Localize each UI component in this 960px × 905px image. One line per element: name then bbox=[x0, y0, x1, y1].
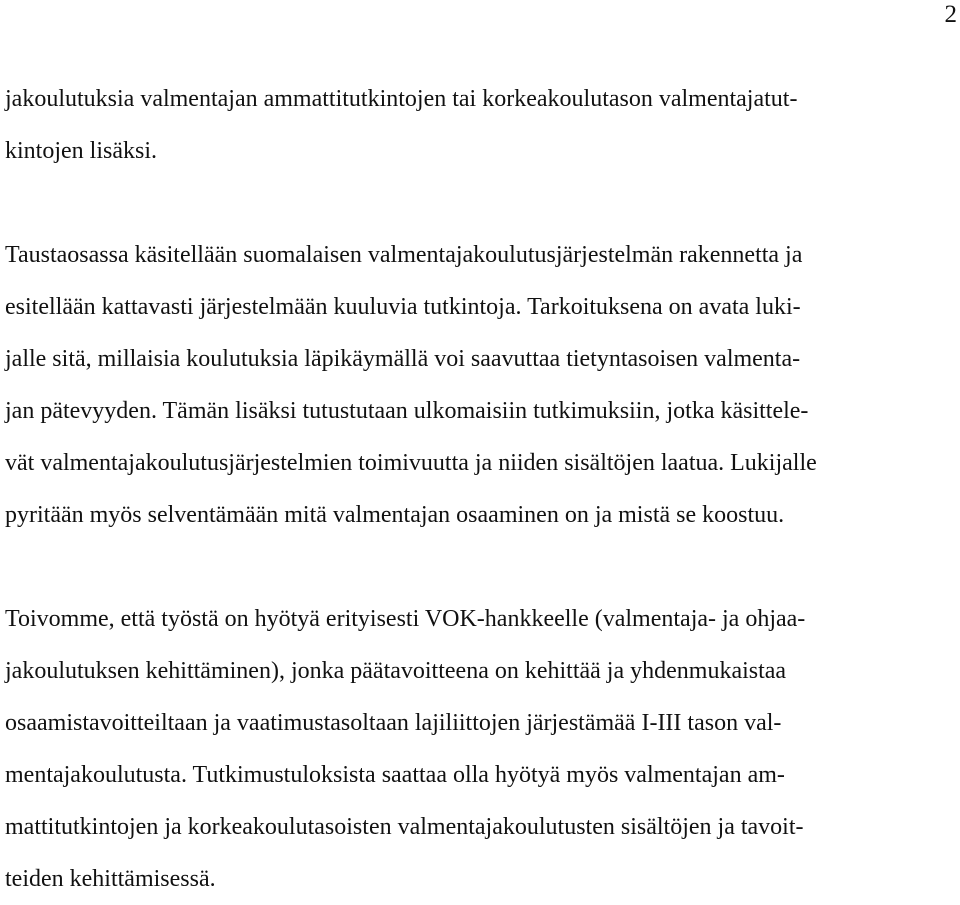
text-line: esitellään kattavasti järjestelmään kuuluvia tutkintoja. Tarkoituksena on avata luki- bbox=[5, 294, 801, 320]
text-line: jan pätevyyden. Tämän lisäksi tutustutaan ulkomaisiin tutkimuksiin, jotka käsittele- bbox=[5, 398, 809, 424]
text-line: teiden kehittämisessä. bbox=[5, 866, 216, 892]
paragraph-2 bbox=[5, 229, 960, 541]
text-line: mattitutkintojen ja korkeakoulutasoisten valmentajakoulutusten sisältöjen ja tavoit- bbox=[5, 814, 804, 840]
paragraph-3 bbox=[5, 593, 960, 905]
text-line: Toivomme, että työstä on hyötyä erityisesti VOK-hankkeelle (valmentaja- ja ohjaa- bbox=[5, 606, 806, 632]
text-line: kintojen lisäksi. bbox=[5, 138, 157, 164]
document-body bbox=[5, 73, 960, 905]
page-number: 2 bbox=[944, 1, 957, 28]
text-line: jakoulutuksia valmentajan ammattitutkintojen tai korkeakoulutason valmentajatut- bbox=[5, 86, 798, 112]
text-line: vät valmentajakoulutusjärjestelmien toimivuutta ja niiden sisältöjen laatua. Lukijalle bbox=[5, 450, 817, 476]
text-line: osaamistavoitteiltaan ja vaatimustasoltaan lajiliittojen järjestämää I-III tason val- bbox=[5, 710, 782, 736]
text-line: jakoulutuksen kehittäminen), jonka päätavoitteena on kehittää ja yhdenmukaistaa bbox=[5, 658, 787, 684]
text-line: jalle sitä, millaisia koulutuksia läpikäymällä voi saavuttaa tietyntasoisen valmenta- bbox=[5, 346, 801, 372]
text-line: pyritään myös selventämään mitä valmentajan osaaminen on ja mistä se koostuu. bbox=[5, 502, 785, 528]
text-line: Taustaosassa käsitellään suomalaisen valmentajakoulutusjärjestelmän rakennetta ja bbox=[5, 242, 803, 268]
paragraph-1 bbox=[5, 73, 960, 177]
text-line: mentajakoulutusta. Tutkimustuloksista saattaa olla hyötyä myös valmentajan am- bbox=[5, 762, 785, 788]
